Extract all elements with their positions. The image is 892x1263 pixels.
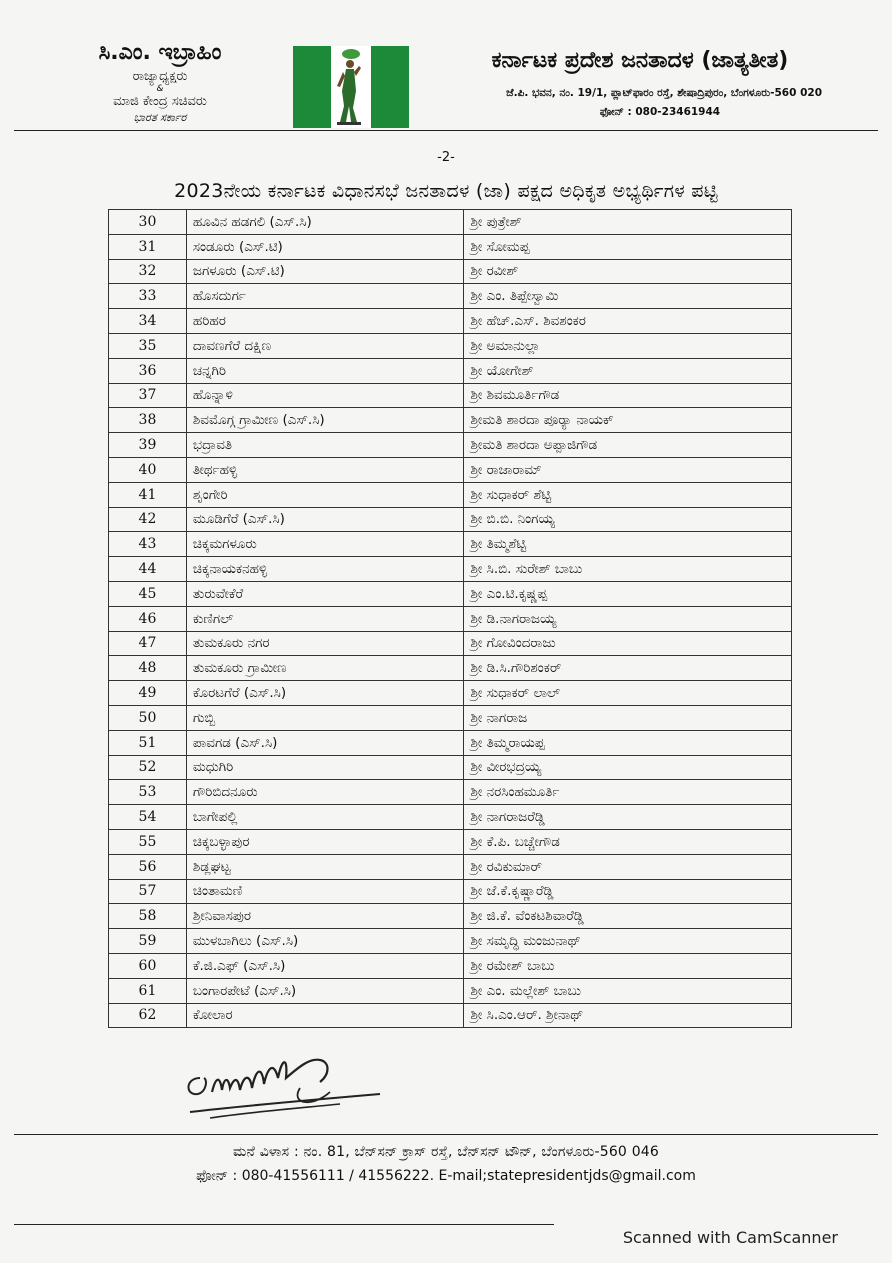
candidate-cell: ಶ್ರೀಮತಿ ಶಾರದಾ ಅಪ್ಪಾಜಿಗೌಡ <box>464 433 792 458</box>
constituency-cell: ಭದ್ರಾವತಿ <box>186 433 464 458</box>
constituency-cell: ಹೂವಿನ ಹಡಗಲಿ (ಎಸ್.ಸಿ) <box>186 210 464 235</box>
candidate-cell: ಶ್ರೀಮತಿ ಶಾರದಾ ಪೂರ್‍ಯಾ ನಾಯಕ್ <box>464 408 792 433</box>
party-address: ಜೆ.ಪಿ. ಭವನ, ನಂ. 19/1, ಪ್ಲಾಟ್‌ಫಾರಂ ರಸ್ತೆ, ಶೇಷಾದ್ರಿಪುರಂ, ಬೆಂಗಳೂರು-560 020 <box>506 87 822 99</box>
candidate-cell: ಶ್ರೀ ತಿಮ್ಮಶೆಟ್ಟಿ <box>464 532 792 557</box>
constituency-cell: ಶೃಂಗೇರಿ <box>186 482 464 507</box>
party-logo-icon <box>293 46 409 128</box>
row-number: 58 <box>109 904 187 929</box>
constituency-cell: ಶಿವಮೊಗ್ಗ ಗ್ರಾಮೀಣ (ಎಸ್.ಸಿ) <box>186 408 464 433</box>
sender-government: ಭಾರತ ಸರ್ಕಾರ <box>133 111 187 124</box>
row-number: 33 <box>109 284 187 309</box>
table-row <box>109 953 792 978</box>
constituency-cell: ಕೆ.ಜಿ.ಎಫ್ (ಎಸ್.ಸಿ) <box>186 953 464 978</box>
table-row <box>109 482 792 507</box>
party-name: ಕರ್ನಾಟಕ ಪ್ರದೇಶ ಜನತಾದಳ (ಜಾತ್ಯತೀತ) <box>491 48 789 73</box>
row-number: 46 <box>109 606 187 631</box>
table-row <box>109 1003 792 1028</box>
table-row <box>109 333 792 358</box>
constituency-cell: ಚಿಕ್ಕಬಳ್ಳಾಪುರ <box>186 829 464 854</box>
candidate-table <box>108 209 792 1028</box>
constituency-cell: ಚಿಕ್ಕನಾಯಕನಹಳ್ಳಿ <box>186 557 464 582</box>
constituency-cell: ತೀರ್ಥಹಳ್ಳಿ <box>186 457 464 482</box>
row-number: 36 <box>109 358 187 383</box>
candidate-cell: ಶ್ರೀ ಹೆಚ್.ಎಸ್. ಶಿವಶಂಕರ <box>464 309 792 334</box>
constituency-cell: ಮುಳಬಾಗಿಲು (ಎಸ್.ಸಿ) <box>186 929 464 954</box>
footer-divider <box>14 1134 878 1135</box>
row-number: 38 <box>109 408 187 433</box>
row-number: 50 <box>109 705 187 730</box>
candidate-cell: ಶ್ರೀ ಎಂ.ಟಿ.ಕೃಷ್ಣಪ್ಪ <box>464 581 792 606</box>
row-number: 60 <box>109 953 187 978</box>
table-row <box>109 507 792 532</box>
row-number: 40 <box>109 457 187 482</box>
candidate-cell: ಶ್ರೀ ರಾಜಾರಾಮ್ <box>464 457 792 482</box>
constituency-cell: ಕೋಲಾರ <box>186 1003 464 1028</box>
sender-separator: & <box>156 84 164 94</box>
row-number: 52 <box>109 755 187 780</box>
table-row <box>109 705 792 730</box>
table-row <box>109 358 792 383</box>
sender-name: ಸಿ.ಎಂ. ಇಬ್ರಾಹಿಂ <box>98 40 222 65</box>
sender-former-title: ಮಾಜಿ ಕೇಂದ್ರ ಸಚಿವರು <box>113 94 207 109</box>
table-row <box>109 606 792 631</box>
table-row <box>109 408 792 433</box>
table-row <box>109 681 792 706</box>
candidate-cell: ಶ್ರೀ ಸುಧಾಕರ್ ಶೆಟ್ಟಿ <box>464 482 792 507</box>
constituency-cell: ಗುಬ್ಬಿ <box>186 705 464 730</box>
constituency-cell: ಹೊಸದುರ್ಗ <box>186 284 464 309</box>
candidate-cell: ಶ್ರೀ ನರಸಿಂಹಮೂರ್ತಿ <box>464 780 792 805</box>
candidate-cell: ಶ್ರೀ ಎಂ. ಮಲ್ಲೇಶ್ ಬಾಬು <box>464 978 792 1003</box>
table-row <box>109 904 792 929</box>
candidate-cell: ಶ್ರೀ ವೀರಭದ್ರಯ್ಯ <box>464 755 792 780</box>
table-row <box>109 730 792 755</box>
table-row <box>109 234 792 259</box>
row-number: 30 <box>109 210 187 235</box>
candidate-cell: ಶ್ರೀ ಸೋಮಪ್ಪ <box>464 234 792 259</box>
candidate-cell: ಶ್ರೀ ಕೆ.ಪಿ. ಬಚ್ಚೇಗೌಡ <box>464 829 792 854</box>
table-row <box>109 631 792 656</box>
table-row <box>109 879 792 904</box>
constituency-cell: ಶ್ರೀನಿವಾಸಪುರ <box>186 904 464 929</box>
candidate-cell: ಶ್ರೀ ಬಿ.ಬಿ. ನಿಂಗಯ್ಯ <box>464 507 792 532</box>
row-number: 45 <box>109 581 187 606</box>
constituency-cell: ಹರಿಹರ <box>186 309 464 334</box>
row-number: 34 <box>109 309 187 334</box>
row-number: 37 <box>109 383 187 408</box>
header-divider <box>14 130 878 131</box>
home-address: ಮನೆ ವಿಳಾಸ : ನಂ. 81, ಬೆನ್‌ಸನ್ ಕ್ರಾಸ್ ರಸ್ತೆ, ಬೆನ್‌ಸನ್ ಟೌನ್, ಬೆಂಗಳೂರು-560 046 <box>232 1144 660 1160</box>
candidate-cell: ಶ್ರೀ ಯೋಗೇಶ್ <box>464 358 792 383</box>
sender-block <box>60 40 260 125</box>
constituency-cell: ಚಿಂತಾಮಣಿ <box>186 879 464 904</box>
row-number: 57 <box>109 879 187 904</box>
candidate-cell: ಶ್ರೀ ಜೆ.ಕೆ.ಕೃಷ್ಣಾರೆಡ್ಡಿ <box>464 879 792 904</box>
contact-line: ಫೋನ್ : 080-41556111 / 41556222. E-mail;statepresidentjds@gmail.com <box>196 1168 696 1184</box>
table-row <box>109 805 792 830</box>
constituency-cell: ಚನ್ನಗಿರಿ <box>186 358 464 383</box>
row-number: 51 <box>109 730 187 755</box>
constituency-cell: ಪಾವಗಡ (ಎಸ್.ಸಿ) <box>186 730 464 755</box>
party-header <box>440 48 840 119</box>
constituency-cell: ಬಾಗೇಪಲ್ಲಿ <box>186 805 464 830</box>
candidate-cell: ಶ್ರೀ ರವಿಕುಮಾರ್ <box>464 854 792 879</box>
candidate-cell: ಶ್ರೀ ಸಿ.ಬಿ. ಸುರೇಶ್ ಬಾಬು <box>464 557 792 582</box>
table-row <box>109 210 792 235</box>
constituency-cell: ಸಂಡೂರು (ಎಸ್.ಟಿ) <box>186 234 464 259</box>
constituency-cell: ಗೌರಿಬಿದನೂರು <box>186 780 464 805</box>
candidate-cell: ಶ್ರೀ ಸಿ.ಎಂ.ಆರ್. ಶ್ರೀನಾಥ್ <box>464 1003 792 1028</box>
scanner-watermark: Scanned with CamScanner <box>622 1228 838 1247</box>
candidate-cell: ಶ್ರೀ ಡಿ.ನಾಗರಾಜಯ್ಯ <box>464 606 792 631</box>
table-row <box>109 854 792 879</box>
candidate-cell: ಶ್ರೀ ರವೀಶ್ <box>464 259 792 284</box>
table-row <box>109 780 792 805</box>
table-row <box>109 755 792 780</box>
candidate-cell: ಶ್ರೀ ಶಿವಮೂರ್ತಿಗೌಡ <box>464 383 792 408</box>
row-number: 48 <box>109 656 187 681</box>
candidate-cell: ಶ್ರೀ ಅಮಾನುಲ್ಲಾ <box>464 333 792 358</box>
constituency-cell: ಬಂಗಾರಪೇಟೆ (ಎಸ್.ಸಿ) <box>186 978 464 1003</box>
constituency-cell: ತುಮಕೂರು ಗ್ರಾಮೀಣ <box>186 656 464 681</box>
candidate-cell: ಶ್ರೀ ರಮೇಶ್ ಬಾಬು <box>464 953 792 978</box>
candidate-cell: ಶ್ರೀ ಡಿ.ಸಿ.ಗೌರಿಶಂಕರ್ <box>464 656 792 681</box>
candidate-cell: ಶ್ರೀ ತಿಮ್ಮರಾಯಪ್ಪ <box>464 730 792 755</box>
constituency-cell: ತುರುವೇಕೆರೆ <box>186 581 464 606</box>
candidate-cell: ಶ್ರೀ ಪುತ್ರೇಶ್ <box>464 210 792 235</box>
table-row <box>109 259 792 284</box>
row-number: 47 <box>109 631 187 656</box>
constituency-cell: ಕುಣಿಗಲ್ <box>186 606 464 631</box>
candidate-cell: ಶ್ರೀ ನಾಗರಾಜ <box>464 705 792 730</box>
constituency-cell: ದಾವಣಗೆರೆ ದಕ್ಷಿಣ <box>186 333 464 358</box>
row-number: 54 <box>109 805 187 830</box>
candidate-cell: ಶ್ರೀ ಸಮೃದ್ಧಿ ಮಂಜುನಾಥ್ <box>464 929 792 954</box>
candidate-cell: ಶ್ರೀ ನಾಗರಾಜರೆಡ್ಡಿ <box>464 805 792 830</box>
sender-role: ರಾಜ್ಯಾಧ್ಯಕ್ಷರು <box>132 69 188 84</box>
table-row <box>109 829 792 854</box>
party-phone: ಫೋನ್ : 080-23461944 <box>599 106 721 118</box>
row-number: 43 <box>109 532 187 557</box>
list-title: 2023ನೇಯ ಕರ್ನಾಟಕ ವಿಧಾನಸಭೆ ಜನತಾದಳ (ಜಾ) ಪಕ್ಷದ ಅಧಿಕೃತ ಅಭ್ಯರ್ಥಿಗಳ ಪಟ್ಟಿ <box>174 180 718 202</box>
candidate-cell: ಶ್ರೀ ಗೋವಿಂದರಾಜು <box>464 631 792 656</box>
table-row <box>109 532 792 557</box>
row-number: 62 <box>109 1003 187 1028</box>
table-row <box>109 433 792 458</box>
table-row <box>109 581 792 606</box>
table-row <box>109 284 792 309</box>
row-number: 32 <box>109 259 187 284</box>
row-number: 44 <box>109 557 187 582</box>
row-number: 42 <box>109 507 187 532</box>
row-number: 61 <box>109 978 187 1003</box>
table-row <box>109 929 792 954</box>
constituency-cell: ಕೊರಟಗೆರೆ (ಎಸ್.ಸಿ) <box>186 681 464 706</box>
handwritten-signature-icon <box>180 1048 400 1128</box>
table-row <box>109 383 792 408</box>
row-number: 56 <box>109 854 187 879</box>
table-row <box>109 978 792 1003</box>
constituency-cell: ಮೂಡಿಗೆರೆ (ಎಸ್.ಸಿ) <box>186 507 464 532</box>
row-number: 31 <box>109 234 187 259</box>
row-number: 53 <box>109 780 187 805</box>
constituency-cell: ಜಗಳೂರು (ಎಸ್.ಟಿ) <box>186 259 464 284</box>
candidate-cell: ಶ್ರೀ ಎಂ. ತಿಪ್ಪೇಸ್ವಾಮಿ <box>464 284 792 309</box>
row-number: 55 <box>109 829 187 854</box>
row-number: 35 <box>109 333 187 358</box>
row-number: 59 <box>109 929 187 954</box>
table-row <box>109 309 792 334</box>
table-row <box>109 457 792 482</box>
constituency-cell: ತುಮಕೂರು ನಗರ <box>186 631 464 656</box>
candidate-table-body <box>109 210 792 1028</box>
constituency-cell: ಶಿಡ್ಲಘಟ್ಟ <box>186 854 464 879</box>
candidate-cell: ಶ್ರೀ ಜಿ.ಕೆ. ವೆಂಕಟಶಿವಾರೆಡ್ಡಿ <box>464 904 792 929</box>
page-number: -2- <box>437 150 455 165</box>
row-number: 39 <box>109 433 187 458</box>
row-number: 41 <box>109 482 187 507</box>
constituency-cell: ಹೊನ್ನಾಳಿ <box>186 383 464 408</box>
table-row <box>109 656 792 681</box>
constituency-cell: ಚಿಕ್ಕಮಗಳೂರು <box>186 532 464 557</box>
table-row <box>109 557 792 582</box>
bottom-divider <box>14 1224 554 1225</box>
row-number: 49 <box>109 681 187 706</box>
constituency-cell: ಮಧುಗಿರಿ <box>186 755 464 780</box>
candidate-cell: ಶ್ರೀ ಸುಧಾಕರ್ ಲಾಲ್ <box>464 681 792 706</box>
